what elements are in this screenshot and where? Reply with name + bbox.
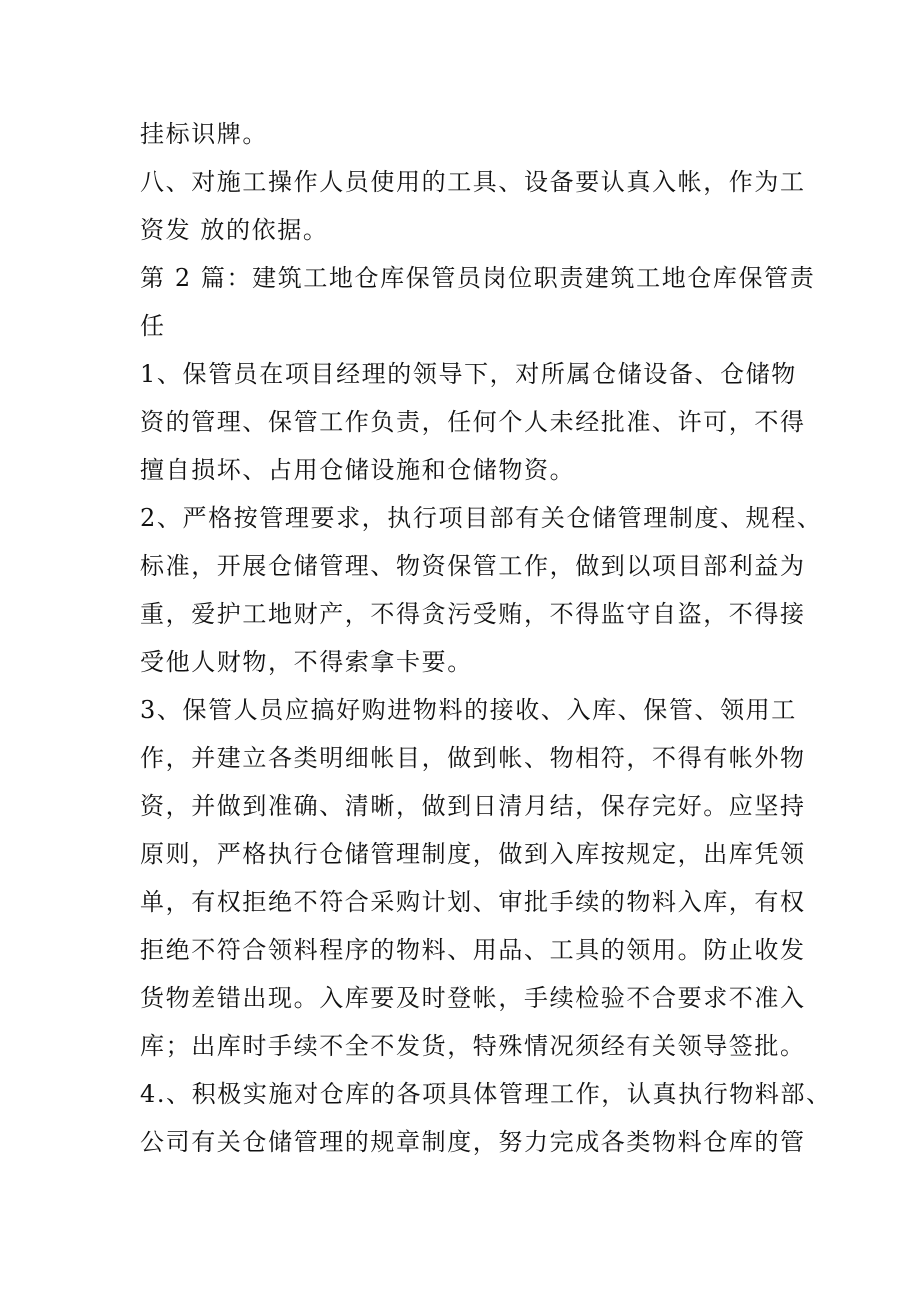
text-line: 原则，严格执行仓储管理制度，做到入库按规定，出库凭领 [140, 840, 806, 868]
text-line: 作，并建立各类明细帐目，做到帐、物相符，不得有帐外物 [140, 744, 806, 772]
text-line: 2、严格按管理要求，执行项目部有关仓储管理制度、规程、 [140, 504, 823, 532]
document-page [140, 110, 832, 1166]
section-heading: 任 [140, 312, 166, 340]
text-line: 资的管理、保管工作负责，任何个人未经批准、许可，不得 [140, 408, 806, 436]
text-line: 受他人财物，不得索拿卡要。 [140, 648, 473, 676]
text-line: 4.、积极实施对仓库的各项具体管理工作，认真执行物料部、 [140, 1080, 832, 1108]
text-line: 库；出库时手续不全不发货，特殊情况须经有关领导签批。 [140, 1032, 806, 1060]
text-line: 单，有权拒绝不符合采购计划、审批手续的物料入库，有权 [140, 888, 806, 916]
text-line: 重，爱护工地财产，不得贪污受贿，不得监守自盗，不得接 [140, 600, 806, 628]
text-line: 资发 放的依据。 [140, 216, 329, 244]
text-line: 拒绝不符合领料程序的物料、用品、工具的领用。防止收发 [140, 936, 806, 964]
text-line: 擅自损坏、占用仓储设施和仓储物资。 [140, 456, 576, 484]
section-heading: 第 2 篇：建筑工地仓库保管员岗位职责建筑工地仓库保管责 [140, 264, 816, 292]
text-line: 公司有关仓储管理的规章制度，努力完成各类物料仓库的管 [140, 1128, 806, 1156]
text-line: 1、保管员在项目经理的领导下，对所属仓储设备、仓储物 [140, 360, 797, 388]
text-line: 3、保管人员应搞好购进物料的接收、入库、保管、领用工 [140, 696, 797, 724]
text-line: 挂标识牌。 [140, 120, 268, 148]
text-line: 资，并做到准确、清晰，做到日清月结，保存完好。应坚持 [140, 792, 806, 820]
text-line: 八、对施工操作人员使用的工具、设备要认真入帐，作为工 [140, 168, 806, 196]
text-line: 标准，开展仓储管理、物资保管工作，做到以项目部利益为 [140, 552, 806, 580]
text-line: 货物差错出现。入库要及时登帐，手续检验不合要求不准入 [140, 984, 806, 1012]
